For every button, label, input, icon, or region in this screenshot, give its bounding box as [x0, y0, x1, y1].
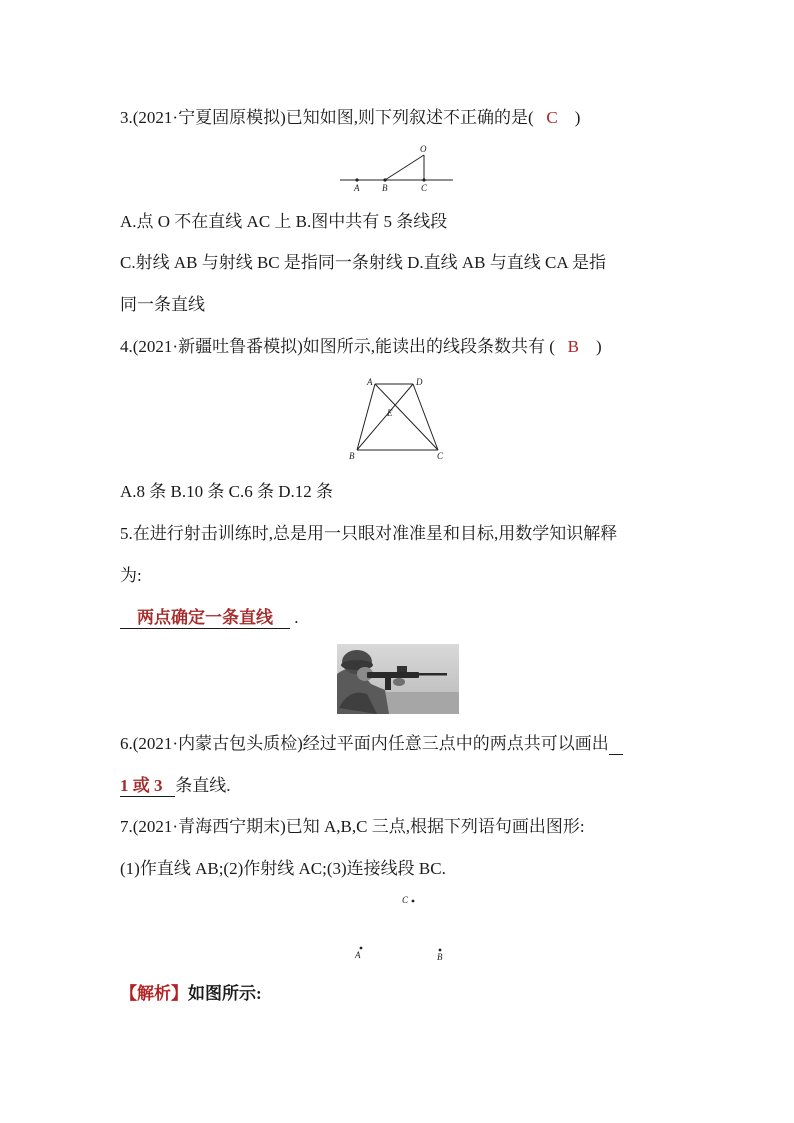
q6-answer-line [120, 776, 231, 797]
q6-stem [120, 734, 623, 755]
solution-bracket-open: 【 [120, 984, 137, 1003]
q6-answer: 1 或 3 [120, 776, 163, 795]
q3-label-c: C [421, 183, 428, 193]
q3-options-line3: 同一条直线 [120, 295, 205, 314]
q3-stem-text: 3.(2021·宁夏固原模拟)已知如图,则下列叙述不正确的是( [120, 108, 534, 127]
q3-stem [120, 108, 580, 128]
solution-heading [120, 984, 262, 1004]
q6-tail: 条直线. [175, 776, 231, 795]
q4-segment-dc [413, 384, 438, 450]
q3-options-line1: A.点 O 不在直线 AC 上 B.图中共有 5 条线段 [120, 212, 448, 231]
q3-label-a: A [354, 183, 360, 193]
q3-answer: C [546, 108, 558, 127]
q7-label-c: C [402, 895, 409, 905]
solution-bracket-close: 】 [171, 984, 188, 1003]
q5-answer-line [120, 608, 299, 629]
q4-label-a: A [367, 377, 373, 387]
q5-period: . [294, 608, 299, 627]
q4-figure [345, 375, 450, 465]
q3-options-line2: C.射线 AB 与射线 BC 是指同一条射线 D.直线 AB 与直线 CA 是指 [120, 253, 606, 272]
q7-stem-line1: 7.(2021·青海西宁期末)已知 A,B,C 三点,根据下列语句画出图形: [120, 817, 585, 836]
q3-point-a [355, 178, 358, 181]
q3-figure [335, 142, 460, 194]
q4-label-b: B [349, 451, 355, 461]
q3-label-b: B [382, 183, 388, 193]
shooting-photo-image [337, 644, 459, 714]
q7-point-b [439, 949, 442, 952]
q4-answer: B [567, 337, 579, 356]
q7-point-a [360, 947, 363, 950]
solution-label: 解析 [137, 984, 171, 1003]
q5-stem-line1: 5.在进行射击训练时,总是用一只眼对准准星和目标,用数学知识解释 [120, 524, 618, 543]
q7-point-c [412, 900, 415, 903]
q5-answer: 两点确定一条直线 [137, 608, 273, 627]
q4-stem [120, 337, 602, 357]
q7-label-a: A [355, 950, 361, 960]
q4-options: A.8 条 B.10 条 C.6 条 D.12 条 [120, 482, 333, 501]
q3-label-o: O [420, 144, 427, 154]
q3-segment-bo [385, 155, 424, 180]
q4-close-paren: ) [596, 337, 602, 356]
shooting-photo [337, 644, 459, 714]
q6-answer-blank [120, 776, 175, 797]
q7-figure [340, 888, 460, 968]
q5-stem-line2: 为: [120, 566, 142, 585]
q4-label-d: D [416, 377, 423, 387]
q6-blank-start [609, 734, 623, 755]
q7-label-b: B [437, 952, 443, 962]
q4-stem-text: 4.(2021·新疆吐鲁番模拟)如图所示,能读出的线段条数共有 ( [120, 337, 555, 356]
q5-answer-blank [120, 608, 290, 629]
q4-label-e: E [387, 408, 393, 418]
q4-label-c: C [437, 451, 444, 461]
q7-stem-line2: (1)作直线 AB;(2)作射线 AC;(3)连接线段 BC. [120, 859, 446, 878]
q3-point-c [422, 178, 425, 181]
q6-stem-text: 6.(2021·内蒙古包头质检)经过平面内任意三点中的两点共可以画出 [120, 734, 609, 753]
solution-text: 如图所示: [188, 984, 262, 1003]
q3-point-b [383, 178, 386, 181]
q3-close-paren: ) [574, 108, 581, 127]
